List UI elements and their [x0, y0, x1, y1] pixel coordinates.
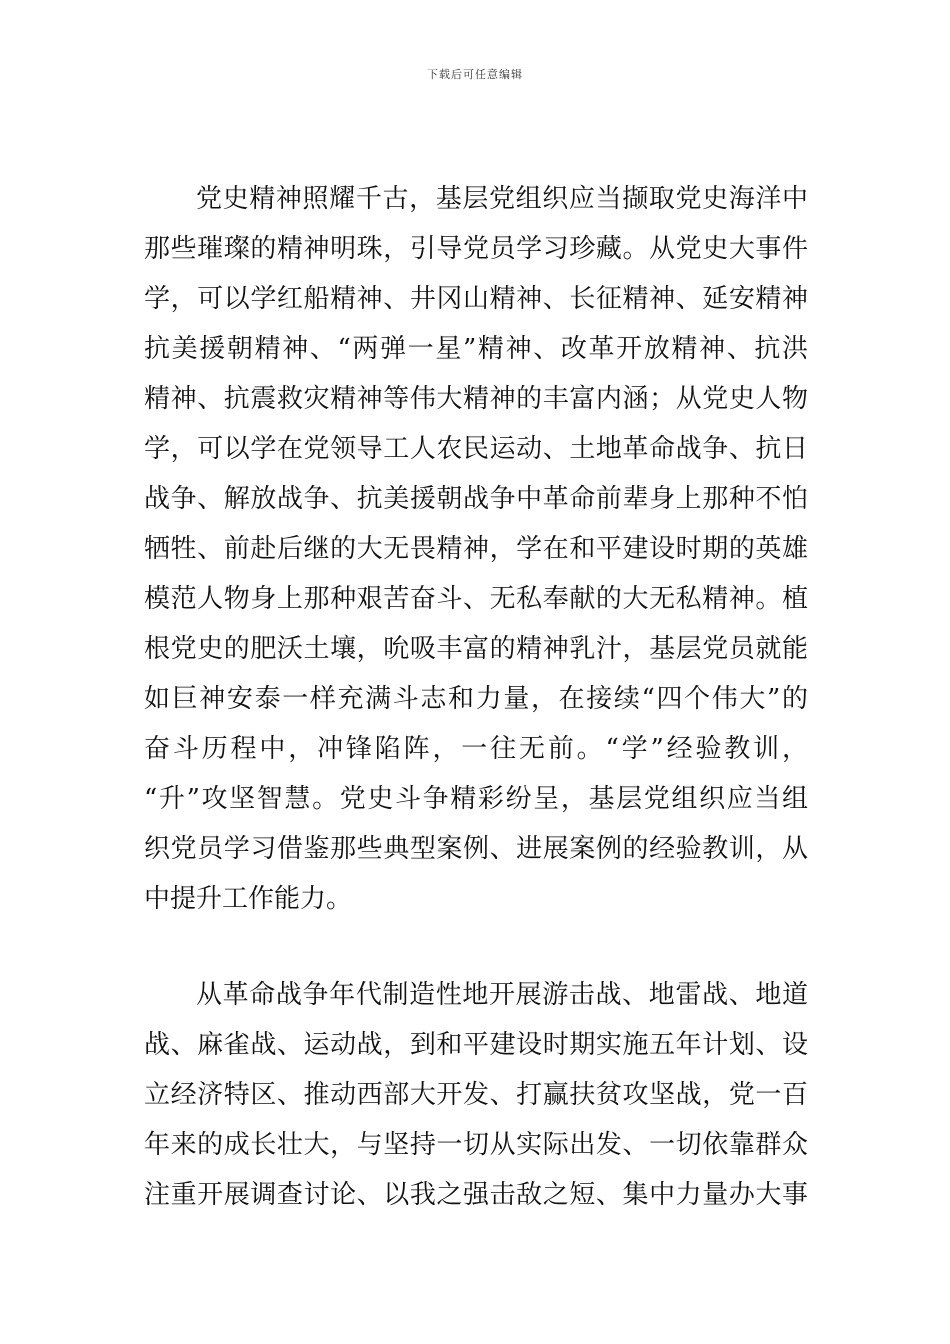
text-line: 战争、解放战争、抗美援朝战争中革命前辈身上那种不怕: [144, 484, 808, 514]
text-line: 那些璀璨的精神明珠，引导党员学习珍藏。从党史大事件: [144, 234, 808, 264]
text-line: 从革命战争年代制造性地开展游击战、地雷战、地道: [196, 980, 808, 1010]
text-line: 注重开展调查讨论、以我之强击敌之短、集中力量办大事: [144, 1180, 808, 1210]
text-line: 模范人物身上那种艰苦奋斗、无私奉献的大无私精神。植: [144, 584, 808, 614]
text-line: 抗美援朝精神、“两弹一星”精神、改革开放精神、抗洪: [144, 334, 808, 364]
text-line: “升”攻坚智慧。党史斗争精彩纷呈，基层党组织应当组: [144, 784, 808, 814]
text-line: 年来的成长壮大，与坚持一切从实际出发、一切依靠群众: [144, 1130, 808, 1160]
header-note: 下载后可任意编辑: [427, 68, 523, 81]
text-line: 如巨神安泰一样充满斗志和力量，在接续“四个伟大”的: [144, 684, 808, 714]
paragraph-1: [144, 174, 808, 924]
text-line: 织党员学习借鉴那些典型案例、进展案例的经验教训，从: [144, 834, 808, 864]
paragraph-2: [144, 970, 808, 1220]
text-line: 中提升工作能力。: [144, 884, 353, 914]
text-line: 学，可以学红船精神、井冈山精神、长征精神、延安精神: [144, 284, 808, 314]
text-line: 根党史的肥沃土壤，吮吸丰富的精神乳汁，基层党员就能: [144, 634, 808, 664]
text-line: 党史精神照耀千古，基层党组织应当撷取党史海洋中: [196, 184, 808, 214]
text-line: 战、麻雀战、运动战，到和平建设时期实施五年计划、设: [144, 1030, 808, 1060]
text-line: 牺牲、前赴后继的大无畏精神，学在和平建设时期的英雄: [144, 534, 808, 564]
text-line: 立经济特区、推动西部大开发、打赢扶贫攻坚战，党一百: [144, 1080, 808, 1110]
text-line: 学，可以学在党领导工人农民运动、土地革命战争、抗日: [144, 434, 808, 464]
text-line: 奋斗历程中，冲锋陷阵，一往无前。“学”经验教训，: [144, 734, 808, 764]
text-line: 精神、抗震救灾精神等伟大精神的丰富内涵；从党史人物: [144, 384, 808, 414]
